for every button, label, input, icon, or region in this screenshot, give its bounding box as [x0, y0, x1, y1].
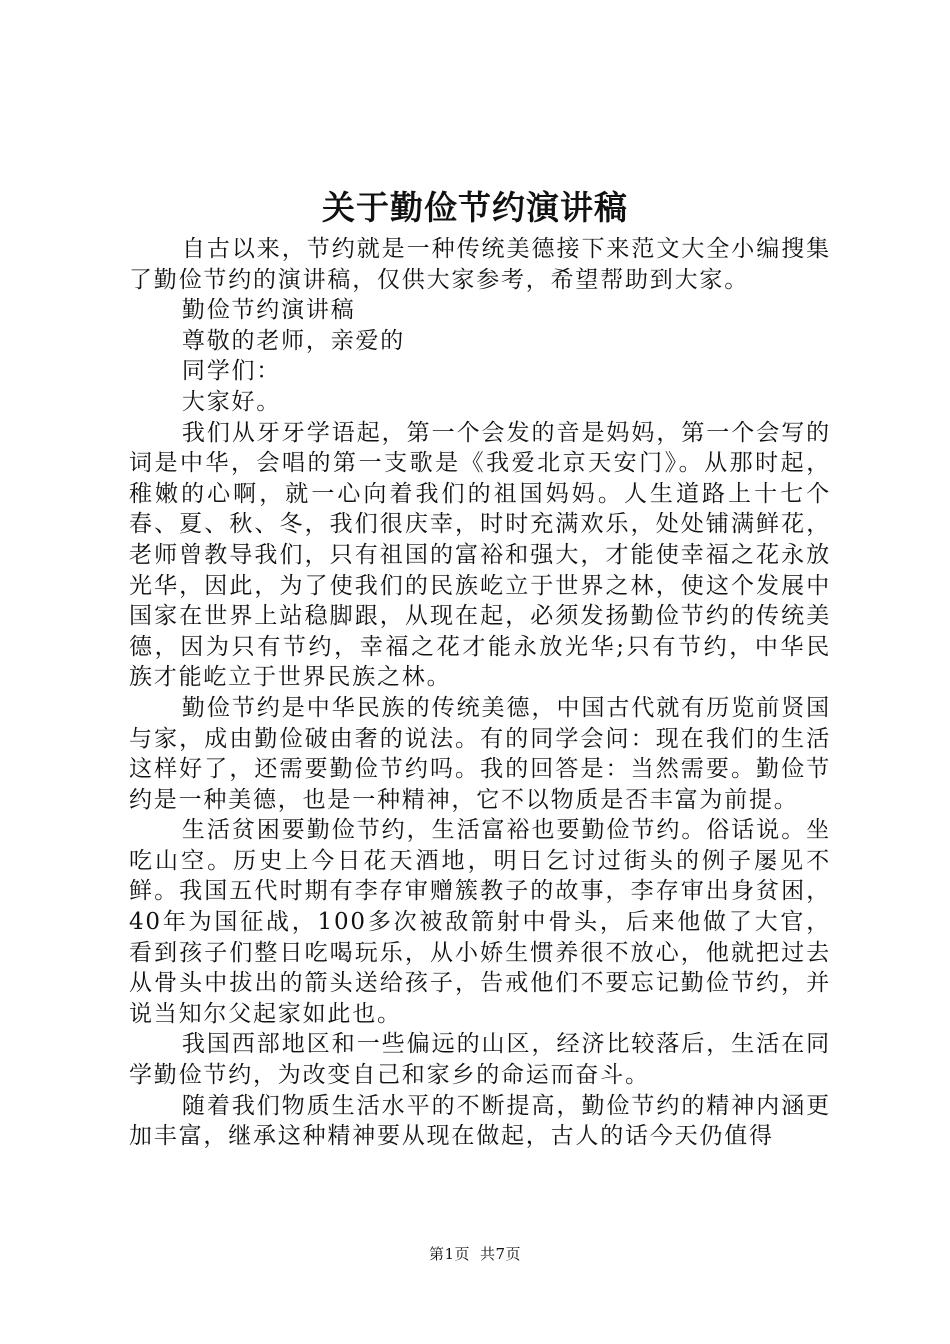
page-number-current: 第1页 — [428, 1245, 470, 1263]
paragraph-intro: 自古以来，节约就是一种传统美德接下来范文大全小编搜集了勤俭节约的演讲稿，仅供大家参考，希望帮助到大家。 — [129, 236, 831, 293]
paragraph-body: 生活贫困要勤俭节约，生活富裕也要勤俭节约。俗话说。坐吃山空。历史上今日花天酒地，明日乞讨过街头的例子屡见不鲜。我国五代时期有李存审赠簇教子的故事，李存审出身贫困，40年为国征战，100多次被敌箭射中骨头，后来他做了大官，看到孩子们整日吃喝玩乐，从小娇生惯养很不放心，他就把过去从骨头中拔出的箭头送给孩子，告戒他们不要忘记勤俭节约，并说当知尔父起家如此也。 — [129, 817, 831, 1027]
page-number-total: 共7页 — [480, 1245, 522, 1263]
paragraph-body: 勤俭节约是中华民族的传统美德，中国古代就有历览前贤国与家，成由勤俭破由奢的说法。有的同学会问：现在我们的生活这样好了，还需要勤俭节约吗。我的回答是：当然需要。勤俭节约是一种美德，也是一种精神，它不以物质是否丰富为前提。 — [129, 694, 831, 813]
document-title: 关于勤俭节约演讲稿 — [322, 188, 628, 227]
paragraph-subtitle: 勤俭节约演讲稿 — [181, 297, 356, 324]
paragraph-salutation: 尊敬的老师，亲爱的 — [181, 327, 406, 354]
paragraph-body: 我们从牙牙学语起，第一个会发的音是妈妈，第一个会写的词是中华，会唱的第一支歌是《我爱北京天安门》。从那时起，稚嫩的心啊，就一心向着我们的祖国妈妈。人生道路上十七个春、夏、秋、冬，我们很庆幸，时时充满欢乐，处处铺满鲜花，老师曾教导我们，只有祖国的富裕和强大，才能使幸福之花永放光华，因此，为了使我们的民族屹立于世界之林，使这个发展中国家在世界上站稳脚跟，从现在起，必须发扬勤俭节约的传统美德，因为只有节约，幸福之花才能永放光华;只有节约，中华民族才能屹立于世界民族之林。 — [129, 419, 831, 691]
paragraph-greeting: 大家好。 — [181, 388, 282, 415]
page-footer — [0, 1244, 950, 1264]
paragraph-salutation-students: 同学们： — [181, 358, 282, 385]
paragraph-body: 随着我们物质生活水平的不断提高，勤俭节约的精神内涵更加丰富，继承这种精神要从现在做起，古人的话今天仍值得 — [129, 1092, 831, 1150]
document-body — [129, 234, 831, 1152]
paragraph-body: 我国西部地区和一些偏远的山区，经济比较落后，生活在同学勤俭节约，为改变自己和家乡的命运而奋斗。 — [129, 1031, 831, 1089]
